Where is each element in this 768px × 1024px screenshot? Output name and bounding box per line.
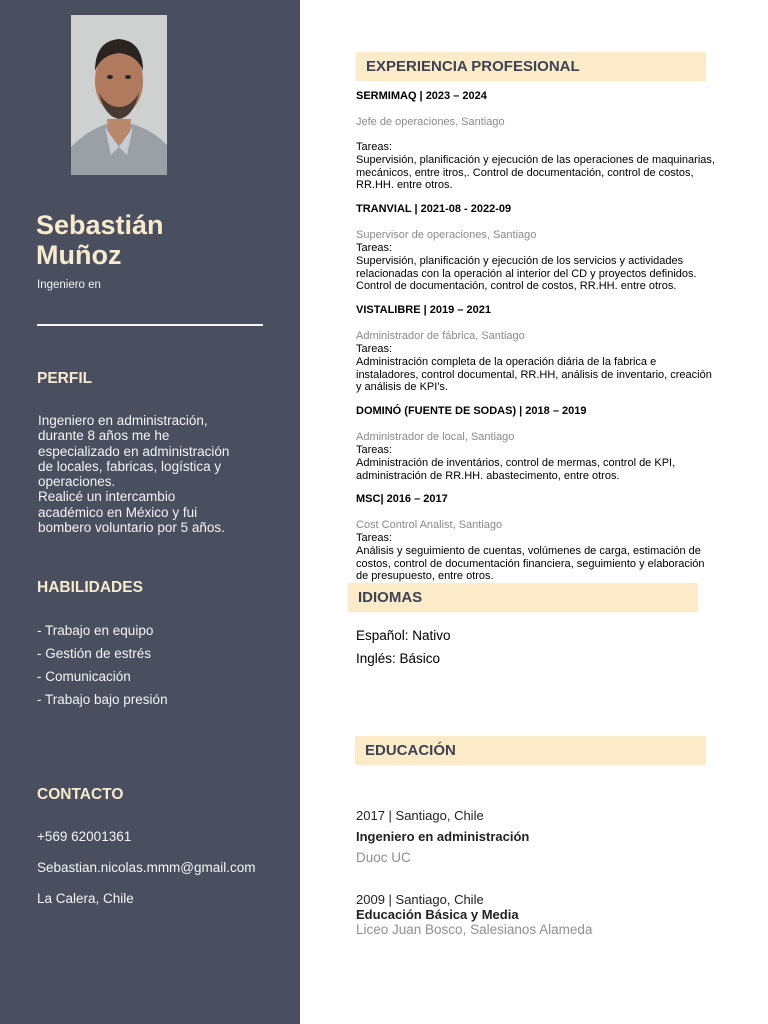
perfil-line: especializado en administración [38, 443, 230, 459]
perfil-line: de locales, fabricas, logística y [38, 458, 222, 474]
job-description-line: mecánicos, entre itros,. Control de documentación, control de costos, [356, 166, 694, 179]
phone-number[interactable]: +569 62001361 [37, 829, 132, 844]
skill-item: - Gestión de estrés [37, 646, 152, 661]
perfil-line: bombero voluntario por 5 años. [38, 520, 225, 536]
language-item: Inglés: Básico [356, 651, 441, 666]
job-description-line: Análisis y seguimiento de cuentas, volúmenes de carga, estimación de [356, 544, 701, 557]
job-title: SERMIMAQ | 2023 – 2024 [356, 90, 487, 102]
job-tareas-label: Tareas: [356, 242, 393, 254]
job-tareas-label: Tareas: [356, 444, 393, 456]
contacto-heading: CONTACTO [37, 786, 124, 803]
job-description-line: Supervisión, planificación y ejecución de las operaciones de maquinarias, [356, 153, 715, 166]
experiencia-heading: EXPERIENCIA PROFESIONAL [356, 52, 706, 81]
job-description-line: administración de RR.HH. abastecimento, entre otros. [356, 469, 620, 482]
name-first: Sebastián [36, 210, 164, 240]
education-school: Liceo Juan Bosco, Salesianos Alameda [356, 922, 593, 937]
job-position: Supervisor de operaciones, Santiago [356, 229, 537, 241]
job-description-line: relacionadas con la operación al interior del CD y proyectos definidos. [356, 267, 697, 280]
email-address[interactable]: Sebastian.nicolas.mmm@gmail.com [37, 860, 256, 875]
job-title: VISTALIBRE | 2019 – 2021 [356, 304, 491, 316]
job-tareas-label: Tareas: [356, 532, 393, 544]
job-description-line: instaladores, control documental, RR.HH, análisis de inventario, creación [356, 368, 712, 381]
perfil-line: académico en México y fui [38, 504, 198, 520]
job-description-line: Supervisión, planificación y ejecución de los servicios y actividades [356, 254, 684, 267]
location: La Calera, Chile [37, 891, 134, 906]
job-title: MSC| 2016 – 2017 [356, 493, 448, 505]
job-position: Administrador de local, Santiago [356, 431, 515, 443]
education-degree: Educación Básica y Media [356, 907, 519, 922]
language-item: Español: Nativo [356, 628, 451, 643]
skill-item: - Comunicación [37, 669, 131, 684]
job-entry [356, 203, 741, 293]
job-position: Administrador de fábrica, Santiago [356, 330, 525, 342]
job-position: Cost Control Analist, Santiago [356, 519, 503, 531]
perfil-text [38, 413, 263, 535]
perfil-line: durante 8 años me he [38, 428, 170, 444]
job-description-line: Administración de inventários, control de mermas, control de KPI, [356, 456, 676, 469]
perfil-heading: PERFIL [37, 370, 93, 387]
job-position: Jefe de operaciones, Santiago [356, 116, 505, 128]
habilidades-heading: HABILIDADES [37, 579, 143, 596]
perfil-line: Ingeniero en administración, [38, 413, 208, 428]
job-description-line: costos, control de documentación financiera, seguimiento y elaboración [356, 557, 705, 570]
job-tareas-label: Tareas: [356, 343, 393, 355]
job-title: DOMINÓ (FUENTE DE SODAS) | 2018 – 2019 [356, 405, 587, 417]
job-entry [356, 405, 741, 482]
profile-photo [71, 15, 167, 175]
job-tareas-label: Tareas: [356, 141, 393, 153]
job-description-line: y análisis de KPI's. [356, 381, 448, 394]
name-last: Muñoz [36, 240, 122, 270]
divider [37, 324, 263, 326]
job-description-line: RR.HH. entre otros. [356, 179, 453, 192]
education-year-location: 2017 | Santiago, Chile [356, 808, 484, 823]
idiomas-heading: IDIOMAS [348, 583, 698, 612]
job-description-line: Administración completa de la operación diária de la fabrica e [356, 355, 657, 368]
job-entry [356, 90, 741, 192]
perfil-line: operaciones. [38, 474, 116, 490]
job-entry [356, 304, 741, 394]
skill-item: - Trabajo bajo presión [37, 692, 168, 707]
job-description-line: de presupuesto, entre otros. [356, 570, 494, 583]
job-entry [356, 493, 741, 583]
education-school: Duoc UC [356, 850, 411, 865]
sidebar [0, 0, 300, 1024]
skill-item: - Trabajo en equipo [37, 623, 154, 638]
perfil-line: Realicé un intercambio [38, 489, 176, 505]
education-year-location: 2009 | Santiago, Chile [356, 892, 484, 907]
education-degree: Ingeniero en administración [356, 829, 530, 844]
job-title: TRANVIAL | 2021-08 - 2022-09 [356, 203, 512, 215]
educacion-heading: EDUCACIÓN [355, 736, 706, 765]
job-description-line: Control de documentación, control de costos, RR.HH. entre otros. [356, 280, 677, 293]
job-role: Ingeniero en [37, 279, 101, 291]
